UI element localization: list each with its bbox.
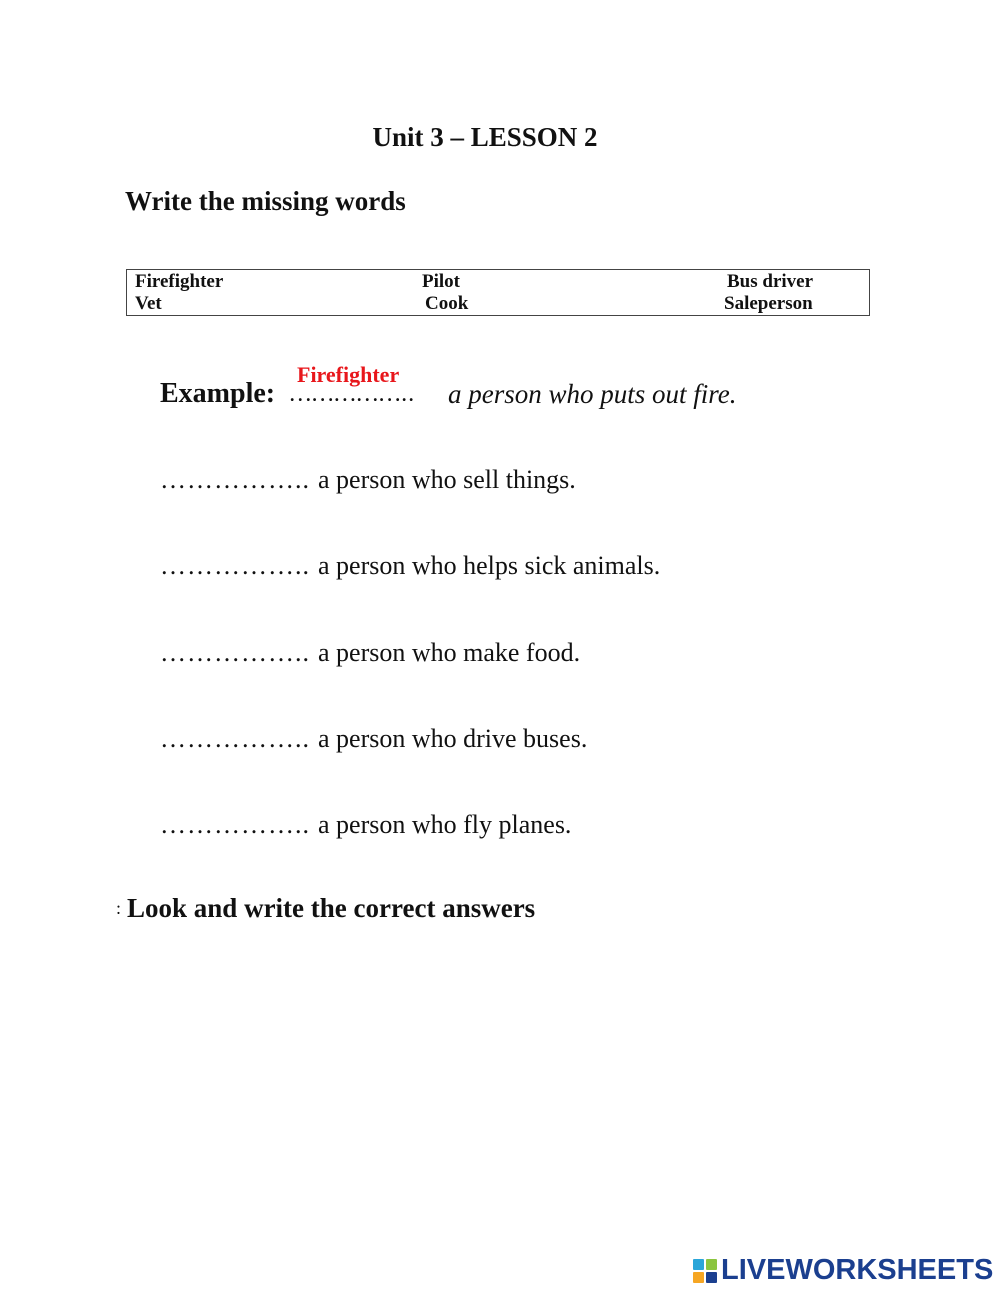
word-bank-item: Saleperson <box>724 293 813 314</box>
word-bank-item: Pilot <box>422 271 460 292</box>
example-definition: a person who puts out fire. <box>448 379 737 409</box>
logo-icon <box>693 1259 717 1283</box>
answer-blank: …………….. <box>160 810 310 839</box>
item-definition: a person who sell things. <box>318 465 576 494</box>
item-definition: a person who make food. <box>318 638 581 667</box>
logo-tile <box>706 1259 717 1270</box>
answer-input-1[interactable] <box>158 464 322 496</box>
answer-input-5[interactable] <box>158 809 322 841</box>
section-heading-look-and-write <box>116 893 535 924</box>
item-definition: a person who helps sick animals. <box>318 551 661 580</box>
section-heading-text: Look and write the correct answers <box>127 893 536 923</box>
answer-blank: …………….. <box>160 638 310 667</box>
word-bank-item: Firefighter <box>135 271 224 292</box>
answer-blank: …………….. <box>160 551 310 580</box>
answer-input-4[interactable] <box>158 723 322 755</box>
item-definition: a person who fly planes. <box>318 810 572 839</box>
answer-input-2[interactable] <box>158 550 322 582</box>
heading-prefix: : <box>116 898 122 918</box>
answer-blank: …………….. <box>160 724 310 753</box>
logo-tile <box>693 1272 704 1283</box>
word-bank <box>126 269 870 316</box>
answer-blank: …………….. <box>160 465 310 494</box>
section-heading-missing-words: Write the missing words <box>125 186 406 216</box>
logo-text: LIVEWORKSHEETS <box>721 1254 994 1286</box>
example-label: Example: <box>160 378 276 409</box>
example-answer: Firefighter <box>297 362 400 387</box>
item-definition: a person who drive buses. <box>318 724 588 753</box>
logo-tile <box>706 1272 717 1283</box>
liveworksheets-logo <box>693 1254 993 1287</box>
word-bank-item: Vet <box>135 293 162 314</box>
logo-tile <box>693 1259 704 1270</box>
word-bank-item: Bus driver <box>727 271 814 292</box>
page-title: Unit 3 – LESSON 2 <box>372 122 598 152</box>
answer-input-3[interactable] <box>158 637 322 669</box>
example-blank: …………….. <box>290 381 416 407</box>
word-bank-item: Cook <box>425 293 469 314</box>
